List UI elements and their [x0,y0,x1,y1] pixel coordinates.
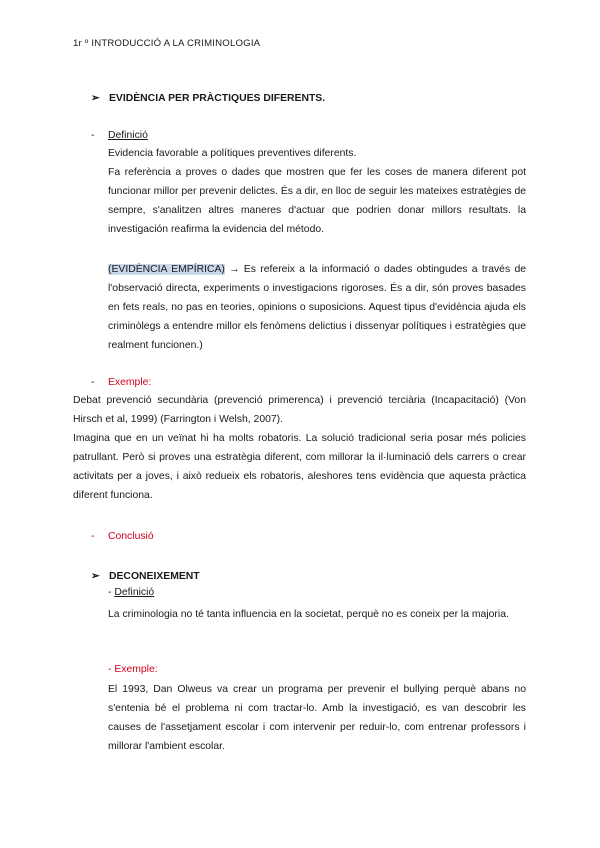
evidencia-empirica-paragraph [108,260,526,355]
evidencia-empirica-text: → Es refereix a la informació o dades obtingudes a través de l'observació directa, experiments o investigacions rigoroses. És a dir, són proves basades en fets reals, no pas en teories, opinions o suposicions. Aquest tipus d'evidència ajuda els criminòlegs a entendre millor els fenòmens delictius i dissenyar polítiques i estratègies que realment funcionen.) [108,264,527,351]
bullet-arrow-icon: ➢ [91,571,100,582]
exemple-label: - Exemple: [108,664,158,675]
section-title-text: EVIDÈNCIA PER PRÀCTIQUES DIFERENTS. [109,93,326,104]
definicio-paragraph: Evidencia favorable a polítiques preventives diferents. Fa referència a proves o dades que mostren que fer les coses de manera diferent pot funcionar millor per prevenir delictes. És a dir, en lloc de seguir les mateixes estratègies de sempre, s'analitzen altres maneres d'actuar que podrien donar millors resultats. la investigación reafirma la evidencia del método. [108,148,526,235]
section-title-text: DECONEIXEMENT [109,571,200,582]
exemple-paragraph: El 1993, Dan Olweus va crear un programa per prevenir el bullying perquè abans no s'entenia bé el problema ni com tractar-lo. Amb la investigació, es van descobrir les causes de l'assetjament escolar i com intervenir per reduir-lo, com entrenar professors i millorar l'ambient escolar. [108,684,526,752]
page-header: 1r º INTRODUCCIÓ A LA CRIMINOLOGIA [73,38,261,49]
exemple-paragraph: Debat prevenció secundària (prevenció primerenca) i prevenció terciària (Incapacitació) (Von Hirsch et al, 1999) (Farrington i Welsh, 2007). Imagina que en un veïnat hi ha molts robatoris. La solució tradicional seria posar més policies patrullant. Però si proves una estratègia diferent, com millorar la il·luminació dels carrers o crear activitats per a joves, i això redueix els robatoris, aleshores tens evidència que aquesta pràctica diferent funciona. [73,395,526,501]
definicio-label: Definició [114,587,155,598]
dash-bullet: - [91,377,95,388]
definicio-label: Definició [108,130,148,141]
definicio-paragraph: La criminologia no té tanta influencia en la societat, perquè no es coneix per la majoria. [108,609,509,620]
highlighted-term: (EVIDÈNCIA EMPÍRICA) [108,264,225,275]
dash-bullet: - [91,130,95,141]
dash-prefix: - [108,587,115,598]
section-title-deconeixement [91,570,200,582]
conclusio-label: Conclusió [108,531,154,542]
definicio-line [108,587,154,598]
section-title-evidencia [91,92,325,104]
exemple-label: Exemple: [108,377,152,388]
bullet-arrow-icon: ➢ [91,93,100,104]
dash-bullet: - [91,531,95,542]
